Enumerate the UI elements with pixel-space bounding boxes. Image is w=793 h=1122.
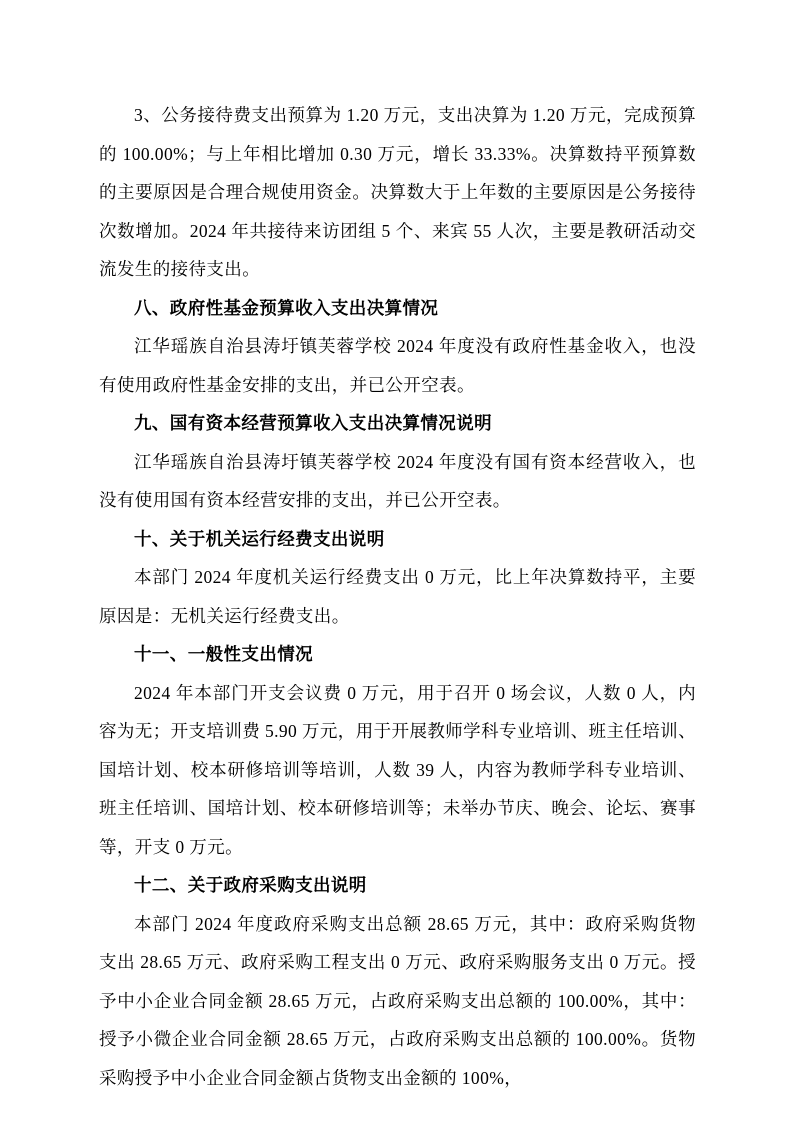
section-heading: 八、政府性基金预算收入支出决算情况	[134, 297, 439, 318]
section-heading: 十二、关于政府采购支出说明	[134, 875, 367, 895]
body-paragraph: 江华瑶族自治县涛圩镇芙蓉学校 2024 年度没有国有资本经营收入，也没有使用国有资本经营安排的支出，并已公开空表。	[99, 451, 696, 510]
section-heading: 十、关于机关运行经费支出说明	[134, 528, 385, 549]
body-paragraph: 本部门 2024 年度政府采购支出总额 28.65 万元，其中：政府采购货物支出 28.65 万元、政府采购工程支出 0 万元、政府采购服务支出 0 万元。授予中小企业合同金额 28.65 万元，占政府采购支出总额的 100.00%，其中：授予小微企业合同金额 28.65 万元，占政府采购支出总额的 100.00%。货物采购授予中小企业合同金额占货物支出金额的 100%，	[99, 913, 696, 1088]
body-paragraph: 2024 年本部门开支会议费 0 万元，用于召开 0 场会议，人数 0 人，内容为无；开支培训费 5.90 万元，用于开展教师学科专业培训、班主任培训、国培计划、校本研修培训等培训，人数 39 人，内容为教师学科专业培训、班主任培训、国培计划、校本研修培训等；未举办节庆、晚会、论坛、赛事等，开支 0 万元。	[99, 682, 696, 857]
body-paragraph: 本部门 2024 年度机关运行经费支出 0 万元，比上年决算数持平，主要原因是：无机关运行经费支出。	[99, 567, 696, 626]
body-paragraph: 3、公务接待费支出预算为 1.20 万元，支出决算为 1.20 万元，完成预算的 100.00%；与上年相比增加 0.30 万元，增长 33.33%。决算数持平预算数的主要原因是合理合规使用资金。决算数大于上年数的主要原因是公务接待次数增加。2024 年共接待来访团组 5 个、来宾 55 人次，主要是教研活动交流发生的接待支出。	[99, 105, 696, 279]
body-paragraph: 江华瑶族自治县涛圩镇芙蓉学校 2024 年度没有政府性基金收入，也没有使用政府性基金安排的支出，并已公开空表。	[99, 336, 696, 395]
section-heading: 九、国有资本经营预算收入支出决算情况说明	[134, 413, 492, 433]
document-content	[99, 96, 696, 1097]
section-heading: 十一、一般性支出情况	[134, 644, 313, 664]
